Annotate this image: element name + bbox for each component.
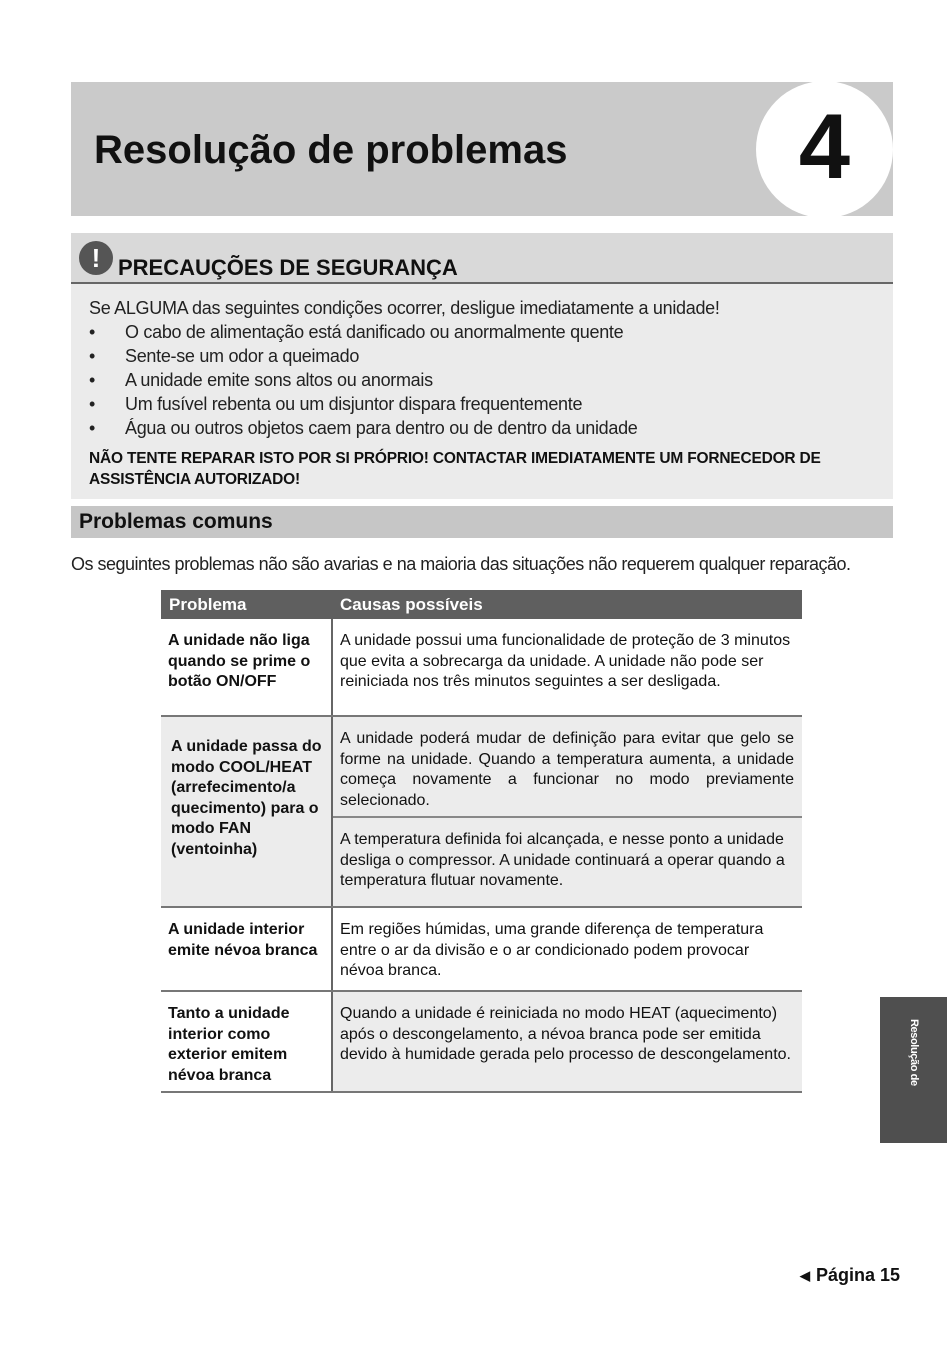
table-header-row bbox=[161, 590, 802, 619]
table-row bbox=[161, 907, 802, 991]
bullet-icon: • bbox=[89, 418, 96, 438]
cause-cell: Quando a unidade é reiniciada no modo HEAT (aquecimento) após o descongelamento, a névoa branca pode ser emitida devido à humidade gerada pelo processo de descongelamento. bbox=[332, 991, 802, 1092]
safety-body bbox=[89, 296, 879, 490]
safety-header bbox=[71, 233, 893, 284]
chapter-banner bbox=[71, 82, 893, 216]
side-section-tab[interactable] bbox=[880, 997, 947, 1143]
list-item bbox=[89, 392, 879, 416]
list-item-text: Sente-se um odor a queimado bbox=[125, 346, 360, 366]
chapter-number-badge bbox=[756, 82, 893, 216]
list-item-text: Um fusível rebenta ou um disjuntor dispara frequentemente bbox=[125, 394, 583, 414]
list-item bbox=[89, 344, 879, 368]
cause-cell: A unidade poderá mudar de definição para evitar que gelo se forme na unidade. Quando a temperatura aumenta, a unidade começa novamente a funcionar no modo previamente selecionado. bbox=[332, 716, 802, 817]
chapter-title: Resolução de problemas bbox=[94, 128, 568, 172]
table-row bbox=[161, 716, 802, 817]
table-row bbox=[161, 991, 802, 1092]
problem-cell: Tanto a unidade interior como exterior emitem névoa branca bbox=[161, 991, 332, 1092]
safety-intro: Se ALGUMA das seguintes condições ocorrer, desligue imediatamente a unidade! bbox=[89, 298, 720, 318]
list-item-text: A unidade emite sons altos ou anormais bbox=[125, 370, 433, 390]
cause-cell: A unidade possui uma funcionalidade de proteção de 3 minutos que evita a sobrecarga da unidade. A unidade não pode ser reiniciada nos três minutos seguintes a ser desligada. bbox=[332, 619, 802, 716]
problem-cell: A unidade não liga quando se prime o botão ON/OFF bbox=[161, 619, 332, 716]
exclamation-icon: ! bbox=[79, 241, 113, 275]
page-footer bbox=[800, 1265, 900, 1286]
section-title: Problemas comuns bbox=[79, 510, 273, 533]
safety-precautions-box bbox=[71, 233, 893, 499]
section-header bbox=[71, 506, 893, 538]
triangle-left-icon: ◀ bbox=[800, 1268, 810, 1283]
bullet-icon: • bbox=[89, 370, 96, 390]
list-item bbox=[89, 416, 879, 440]
cause-cell: Em regiões húmidas, uma grande diferença de temperatura entre o ar da divisão e o ar condicionado podem provocar névoa branca. bbox=[332, 907, 802, 991]
list-item bbox=[89, 320, 879, 344]
table-row bbox=[161, 619, 802, 716]
column-header-problem: Problema bbox=[161, 590, 332, 619]
side-tab-label: Resolução de bbox=[908, 1019, 920, 1086]
section-intro: Os seguintes problemas não são avarias e na maioria das situações não requerem qualquer reparação. bbox=[71, 554, 851, 574]
cause-cell: A temperatura definida foi alcançada, e nesse ponto a unidade desliga o compressor. A unidade continuará a operar quando a temperatura flutuar novamente. bbox=[332, 817, 802, 907]
chapter-number: 4 bbox=[798, 96, 851, 198]
list-item-text: O cabo de alimentação está danificado ou anormalmente quente bbox=[125, 322, 624, 342]
column-header-causes: Causas possíveis bbox=[332, 590, 802, 619]
troubleshooting-table bbox=[161, 590, 802, 1093]
list-item-text: Água ou outros objetos caem para dentro ou de dentro da unidade bbox=[125, 418, 638, 438]
problem-cell: A unidade passa do modo COOL/HEAT (arrefecimento/a quecimento) para o modo FAN (ventoinha) bbox=[161, 716, 332, 907]
bullet-icon: • bbox=[89, 322, 96, 342]
problem-cell: A unidade interior emite névoa branca bbox=[161, 907, 332, 991]
safety-warning: NÃO TENTE REPARAR ISTO POR SI PRÓPRIO! CONTACTAR IMEDIATAMENTE UM FORNECEDOR DE ASSISTÊNCIA AUTORIZADO! bbox=[89, 450, 821, 488]
list-item bbox=[89, 368, 879, 392]
safety-list bbox=[89, 320, 879, 440]
page-number: Página 15 bbox=[816, 1265, 901, 1285]
bullet-icon: • bbox=[89, 394, 96, 414]
bullet-icon: • bbox=[89, 346, 96, 366]
safety-title: PRECAUÇÕES DE SEGURANÇA bbox=[118, 255, 458, 280]
